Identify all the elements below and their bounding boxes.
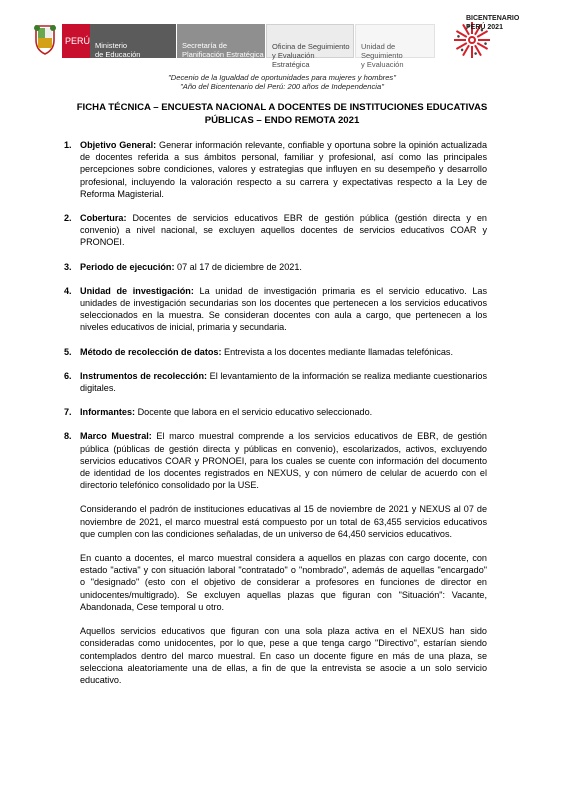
section-number: 5. — [64, 346, 72, 357]
section-label: Informantes: — [80, 407, 136, 418]
unidad-text: Unidad de Seguimiento y Evaluación — [361, 42, 404, 69]
section-text: 07 al 17 de diciembre de 2021. — [174, 261, 302, 272]
section-label: Objetivo General: — [80, 140, 157, 150]
page-title: FICHA TÉCNICA – ENCUESTA NACIONAL A DOCENTES DE INSTITUCIONES EDUCATIVAS PÚBLICAS – ENDO REMOTA 2021 — [76, 102, 488, 126]
unidad-label — [355, 24, 435, 69]
motto-line1: "Decenio de la Igualdad de oportunidades para mujeres y hombres" — [168, 73, 396, 82]
section-unidad — [64, 285, 487, 334]
bicentenario-line2: PERÚ 2021 — [466, 24, 503, 31]
marco-paragraph: Aquellos servicios educativos que figuran con una sola plaza activa en el NEXUS han sido consideradas como unidocentes, por lo que, pese a que tenga cargo "Directivo", estarían siendo contemplados dentro del marco muestral. En caso un docente figure en más de una plaza, se selecciona aleatoriamente una de ellas, a fin de que la entrevista se asocie a un solo servicio educativo. — [80, 626, 487, 685]
section-number: 2. — [64, 213, 72, 224]
secretaria-label — [177, 24, 265, 58]
section-marco-muestral — [64, 430, 487, 686]
oficina-text: Oficina de Seguimiento y Evaluación Estratégica — [272, 42, 350, 69]
section-text: Entrevista a los docentes mediante llamadas telefónicas. — [221, 346, 453, 357]
section-text: Docentes de servicios educativos EBR de gestión pública (gestión directa y en convenio) a nivel nacional, se excluyen aquellos docentes de servicios educativos COAR y PRONOEI. — [80, 213, 487, 248]
section-label: Marco Muestral: — [80, 431, 152, 442]
oficina-label — [266, 24, 354, 69]
section-number: 3. — [64, 261, 72, 272]
section-objetivo — [64, 139, 487, 200]
section-text: El levantamiento de la información se realiza mediante cuestionarios digitales. — [80, 370, 487, 394]
section-text: La unidad de investigación primaria es el servicio educativo. Las unidades de investigación secundarias son los docentes que pertenecen a los servicios educativos seleccionados en la muestra. Se consideran docentes con aula a cargo, que pertenecen a los niveles educativos de inicial, primaria y secundaria. — [80, 285, 487, 333]
section-instrumentos — [64, 370, 487, 394]
document-body — [64, 139, 487, 698]
section-text: El marco muestral comprende a los servicios educativos de EBR, de gestión pública (públicas de gestión directa y públicas en convenio), escolarizados, activos, excluyendo servicios educativos COAR y PRONOEI, para los cuales se cuente con información del documento de identidad de los docentes registrados en NEXUS, y con número de celular de acuerdo con el directorio telefónico consolidado por la USE. — [80, 431, 487, 491]
section-periodo — [64, 261, 487, 273]
section-number: 8. — [64, 431, 72, 442]
section-label: Método de recolección de datos: — [80, 346, 222, 357]
section-informantes — [64, 406, 487, 418]
coat-of-arms-icon — [32, 22, 58, 56]
secretaria-text: Secretaría de Planificación Estratégica — [182, 41, 264, 59]
section-label: Instrumentos de recolección: — [80, 370, 208, 381]
ministerio-educacion-label — [90, 24, 176, 58]
section-number: 6. — [64, 370, 72, 381]
bicentenario-line1: BICENTENARIO — [466, 15, 520, 22]
peru-logo-text: PERÚ — [65, 36, 91, 46]
section-text: Docente que labora en el servicio educativo seleccionado. — [135, 407, 373, 418]
motto — [0, 73, 564, 91]
marco-paragraph: En cuanto a docentes, el marco muestral considera a aquellos en plazas con cargo docente, con estado "activa" y con situación laboral "contratado" o "nombrado", además de aquellas "encargado" o "designado" (esto con el objetivo de considerar a profesores en funciones de director en unidocentes/multigrado). Se excluyen aquellas plazas que figuran con "Situación": Vacante, Abandonada, Cese temporal u otro. — [80, 553, 487, 612]
section-number: 1. — [64, 140, 72, 150]
section-label: Cobertura: — [80, 213, 127, 224]
section-cobertura — [64, 212, 487, 249]
section-metodo — [64, 346, 487, 358]
section-text: Generar información relevante, confiable y oportuna sobre la opinión actualizada de docentes referida a sus ámbitos personal, familiar y profesional, así como las principales percepciones sobre condiciones, valores y estrategias que influyen en su desempeño y desarrollo profesional, incluyendo la valoración respecto a su carrera y expectativas respecto a la Ley de Reforma Magisterial. — [80, 140, 487, 199]
section-label: Unidad de investigación: — [80, 285, 194, 296]
section-label: Periodo de ejecución: — [80, 261, 175, 272]
ministerio-text: Ministerio de Educación — [95, 41, 141, 59]
marco-paragraph: Considerando el padrón de instituciones educativas al 15 de noviembre de 2021 y NEXUS al 07 de noviembre de 2021, el marco muestral está compuesto por un total de 63,455 servicios educativos que cumplen con las condiciones señaladas, de un universo de 64,450 servicios educativos. — [80, 504, 487, 539]
motto-line2: "Año del Bicentenario del Perú: 200 años de Independencia" — [180, 82, 384, 91]
section-number: 7. — [64, 407, 72, 418]
section-number: 4. — [64, 285, 72, 296]
bicentenario-label — [466, 14, 519, 32]
